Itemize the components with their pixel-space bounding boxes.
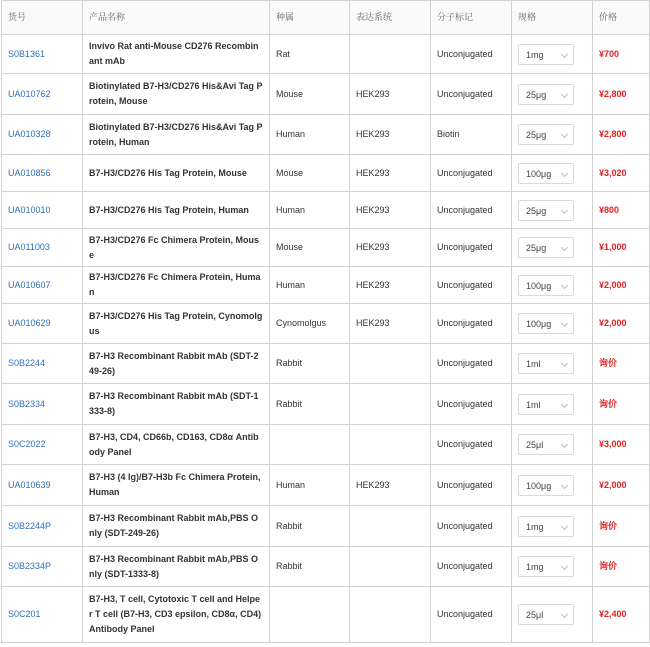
price-cell: ¥3,000 bbox=[593, 425, 650, 465]
price-cell: ¥2,000 bbox=[593, 304, 650, 344]
spec-select[interactable] bbox=[518, 275, 574, 296]
expression-system-cell: HEK293 bbox=[350, 192, 431, 229]
species-cell bbox=[270, 587, 350, 643]
spec-cell bbox=[512, 384, 593, 425]
molecular-label-cell: Unconjugated bbox=[431, 547, 512, 587]
spec-select-value: 1mg bbox=[526, 521, 544, 532]
species-cell: Cynomolgus bbox=[270, 304, 350, 344]
spec-cell bbox=[512, 547, 593, 587]
price-cell: ¥2,400 bbox=[593, 587, 650, 643]
product-code-link[interactable]: UA010607 bbox=[2, 267, 83, 304]
chevron-down-icon bbox=[561, 400, 568, 407]
spec-cell bbox=[512, 74, 593, 115]
product-code-link[interactable]: UA010856 bbox=[2, 155, 83, 192]
price-cell: ¥700 bbox=[593, 35, 650, 74]
product-name-link[interactable]: B7-H3/CD276 His Tag Protein, Cynomolgus bbox=[83, 304, 270, 344]
chevron-down-icon bbox=[561, 244, 568, 251]
molecular-label-cell: Unconjugated bbox=[431, 344, 512, 384]
table-header-row bbox=[2, 1, 650, 35]
product-name-link[interactable]: B7-H3, T cell, Cytotoxic T cell and Helper T cell (B7-H3, CD3 epsilon, CD8α, CD4) Antibody Panel bbox=[83, 587, 270, 643]
table-row bbox=[2, 465, 650, 506]
table-row bbox=[2, 267, 650, 304]
molecular-label-cell: Unconjugated bbox=[431, 506, 512, 547]
species-cell: Human bbox=[270, 267, 350, 304]
product-name-link[interactable]: B7-H3 Recombinant Rabbit mAb,PBS Only (SDT-1333-8) bbox=[83, 547, 270, 587]
product-code-link[interactable]: S0B1361 bbox=[2, 35, 83, 74]
spec-select-value: 1mg bbox=[526, 49, 544, 60]
species-cell: Human bbox=[270, 465, 350, 506]
product-code-link[interactable]: S0B2334 bbox=[2, 384, 83, 425]
species-cell: Rabbit bbox=[270, 384, 350, 425]
molecular-label-cell: Unconjugated bbox=[431, 465, 512, 506]
table-row bbox=[2, 506, 650, 547]
spec-select-value: 100μg bbox=[526, 319, 552, 329]
molecular-label-cell: Unconjugated bbox=[431, 229, 512, 267]
header-product-name: 产品名称 bbox=[83, 1, 270, 35]
chevron-down-icon bbox=[561, 611, 568, 618]
product-name-link[interactable]: Biotinylated B7-H3/CD276 His&Avi Tag Protein, Mouse bbox=[83, 74, 270, 115]
species-cell: Human bbox=[270, 115, 350, 155]
spec-select[interactable] bbox=[518, 556, 574, 577]
spec-select[interactable] bbox=[518, 163, 574, 184]
molecular-label-cell: Unconjugated bbox=[431, 74, 512, 115]
table-row bbox=[2, 344, 650, 384]
chevron-down-icon bbox=[561, 50, 568, 57]
product-code-link[interactable]: UA010639 bbox=[2, 465, 83, 506]
spec-cell bbox=[512, 425, 593, 465]
species-cell: Rat bbox=[270, 35, 350, 74]
expression-system-cell bbox=[350, 587, 431, 643]
product-name-link[interactable]: B7-H3 Recombinant Rabbit mAb,PBS Only (SDT-249-26) bbox=[83, 506, 270, 547]
table-row bbox=[2, 304, 650, 344]
spec-select-value: 1mg bbox=[526, 562, 544, 572]
expression-system-cell bbox=[350, 35, 431, 74]
table-row bbox=[2, 229, 650, 267]
spec-select[interactable] bbox=[518, 44, 574, 65]
spec-cell bbox=[512, 267, 593, 304]
product-name-link[interactable]: B7-H3/CD276 His Tag Protein, Mouse bbox=[83, 155, 270, 192]
product-code-link[interactable]: UA010762 bbox=[2, 74, 83, 115]
expression-system-cell bbox=[350, 506, 431, 547]
molecular-label-cell: Biotin bbox=[431, 115, 512, 155]
chevron-down-icon bbox=[561, 206, 568, 213]
product-code-link[interactable]: S0B2334P bbox=[2, 547, 83, 587]
product-name-link[interactable]: B7-H3, CD4, CD66b, CD163, CD8α Antibody Panel bbox=[83, 425, 270, 465]
price-cell: ¥1,000 bbox=[593, 229, 650, 267]
spec-select[interactable] bbox=[518, 84, 574, 105]
table-row bbox=[2, 74, 650, 115]
product-name-link[interactable]: Invivo Rat anti-Mouse CD276 Recombinant mAb bbox=[83, 35, 270, 74]
spec-cell bbox=[512, 506, 593, 547]
chevron-down-icon bbox=[561, 441, 568, 448]
molecular-label-cell: Unconjugated bbox=[431, 304, 512, 344]
header-spec: 规格 bbox=[512, 1, 593, 35]
spec-select[interactable] bbox=[518, 237, 574, 258]
spec-select-value: 25μg bbox=[526, 243, 547, 253]
spec-select-value: 25μg bbox=[526, 89, 547, 100]
spec-select-value: 100μg bbox=[526, 280, 552, 291]
product-name-link[interactable]: Biotinylated B7-H3/CD276 His&Avi Tag Protein, Human bbox=[83, 115, 270, 155]
spec-select[interactable] bbox=[518, 394, 574, 415]
spec-select-value: 25μl bbox=[526, 440, 544, 450]
table-row bbox=[2, 425, 650, 465]
expression-system-cell bbox=[350, 344, 431, 384]
molecular-label-cell: Unconjugated bbox=[431, 425, 512, 465]
spec-cell bbox=[512, 115, 593, 155]
price-cell: 询价 bbox=[593, 506, 650, 547]
chevron-down-icon bbox=[561, 90, 568, 97]
header-code: 货号 bbox=[2, 1, 83, 35]
species-cell: Mouse bbox=[270, 155, 350, 192]
spec-select[interactable] bbox=[518, 434, 574, 455]
molecular-label-cell: Unconjugated bbox=[431, 384, 512, 425]
spec-select[interactable] bbox=[518, 313, 574, 334]
spec-select-value: 1ml bbox=[526, 359, 541, 369]
spec-cell bbox=[512, 587, 593, 643]
table-row bbox=[2, 155, 650, 192]
molecular-label-cell: Unconjugated bbox=[431, 587, 512, 643]
spec-cell bbox=[512, 344, 593, 384]
spec-select-value: 100μg bbox=[526, 480, 552, 491]
chevron-down-icon bbox=[561, 281, 568, 288]
expression-system-cell: HEK293 bbox=[350, 267, 431, 304]
product-name-link[interactable]: B7-H3 (4 Ig)/B7-H3b Fc Chimera Protein, Human bbox=[83, 465, 270, 506]
price-cell: ¥3,020 bbox=[593, 155, 650, 192]
product-name-link[interactable]: B7-H3/CD276 Fc Chimera Protein, Human bbox=[83, 267, 270, 304]
header-species: 种属 bbox=[270, 1, 350, 35]
table-row bbox=[2, 384, 650, 425]
product-code-link[interactable]: S0B2244P bbox=[2, 506, 83, 547]
product-code-link[interactable]: S0C2022 bbox=[2, 425, 83, 465]
chevron-down-icon bbox=[561, 563, 568, 570]
table-row bbox=[2, 192, 650, 229]
chevron-down-icon bbox=[561, 320, 568, 327]
product-code-link[interactable]: UA010629 bbox=[2, 304, 83, 344]
price-cell: ¥800 bbox=[593, 192, 650, 229]
header-expression-system: 表达系统 bbox=[350, 1, 431, 35]
expression-system-cell bbox=[350, 547, 431, 587]
species-cell: Mouse bbox=[270, 74, 350, 115]
table-row bbox=[2, 547, 650, 587]
table-row bbox=[2, 115, 650, 155]
chevron-down-icon bbox=[561, 481, 568, 488]
product-code-link[interactable]: UA010328 bbox=[2, 115, 83, 155]
expression-system-cell: HEK293 bbox=[350, 304, 431, 344]
expression-system-cell bbox=[350, 425, 431, 465]
spec-select-value: 25μg bbox=[526, 130, 547, 140]
product-code-link[interactable]: UA011003 bbox=[2, 229, 83, 267]
species-cell: Rabbit bbox=[270, 547, 350, 587]
spec-select[interactable] bbox=[518, 353, 574, 374]
expression-system-cell: HEK293 bbox=[350, 229, 431, 267]
price-cell: 询价 bbox=[593, 344, 650, 384]
spec-select-value: 25μg bbox=[526, 205, 547, 216]
spec-select[interactable] bbox=[518, 516, 574, 537]
spec-cell bbox=[512, 192, 593, 229]
molecular-label-cell: Unconjugated bbox=[431, 267, 512, 304]
header-price: 价格 bbox=[593, 1, 650, 35]
spec-cell bbox=[512, 465, 593, 506]
price-cell: 询价 bbox=[593, 384, 650, 425]
header-molecular-label: 分子标记 bbox=[431, 1, 512, 35]
chevron-down-icon bbox=[561, 522, 568, 529]
chevron-down-icon bbox=[561, 360, 568, 367]
price-cell: ¥2,000 bbox=[593, 267, 650, 304]
expression-system-cell: HEK293 bbox=[350, 115, 431, 155]
spec-select[interactable] bbox=[518, 475, 574, 496]
price-cell: 询价 bbox=[593, 547, 650, 587]
spec-cell bbox=[512, 229, 593, 267]
molecular-label-cell: Unconjugated bbox=[431, 155, 512, 192]
spec-select[interactable] bbox=[518, 124, 574, 145]
molecular-label-cell: Unconjugated bbox=[431, 35, 512, 74]
molecular-label-cell: Unconjugated bbox=[431, 192, 512, 229]
product-name-link[interactable]: B7-H3 Recombinant Rabbit mAb (SDT-1333-8) bbox=[83, 384, 270, 425]
product-code-link[interactable]: S0C201 bbox=[2, 587, 83, 643]
chevron-down-icon bbox=[561, 169, 568, 176]
spec-cell bbox=[512, 35, 593, 74]
spec-cell bbox=[512, 155, 593, 192]
species-cell: Mouse bbox=[270, 229, 350, 267]
expression-system-cell: HEK293 bbox=[350, 155, 431, 192]
price-cell: ¥2,800 bbox=[593, 115, 650, 155]
species-cell: Rabbit bbox=[270, 344, 350, 384]
spec-select-value: 1ml bbox=[526, 399, 541, 410]
species-cell: Human bbox=[270, 192, 350, 229]
species-cell: Rabbit bbox=[270, 506, 350, 547]
expression-system-cell bbox=[350, 384, 431, 425]
spec-select[interactable] bbox=[518, 604, 574, 625]
expression-system-cell: HEK293 bbox=[350, 465, 431, 506]
price-cell: ¥2,800 bbox=[593, 74, 650, 115]
spec-select-value: 25μl bbox=[526, 610, 544, 620]
product-name-link[interactable]: B7-H3 Recombinant Rabbit mAb (SDT-249-26) bbox=[83, 344, 270, 384]
species-cell bbox=[270, 425, 350, 465]
expression-system-cell: HEK293 bbox=[350, 74, 431, 115]
spec-cell bbox=[512, 304, 593, 344]
product-name-link[interactable]: B7-H3/CD276 Fc Chimera Protein, Mouse bbox=[83, 229, 270, 267]
product-code-link[interactable]: S0B2244 bbox=[2, 344, 83, 384]
spec-select[interactable] bbox=[518, 200, 574, 221]
spec-select-value: 100μg bbox=[526, 168, 552, 179]
table-row bbox=[2, 35, 650, 74]
product-code-link[interactable]: UA010010 bbox=[2, 192, 83, 229]
table-row bbox=[2, 587, 650, 643]
price-cell: ¥2,000 bbox=[593, 465, 650, 506]
product-name-link[interactable]: B7-H3/CD276 His Tag Protein, Human bbox=[83, 192, 270, 229]
chevron-down-icon bbox=[561, 131, 568, 138]
product-table bbox=[1, 0, 650, 643]
